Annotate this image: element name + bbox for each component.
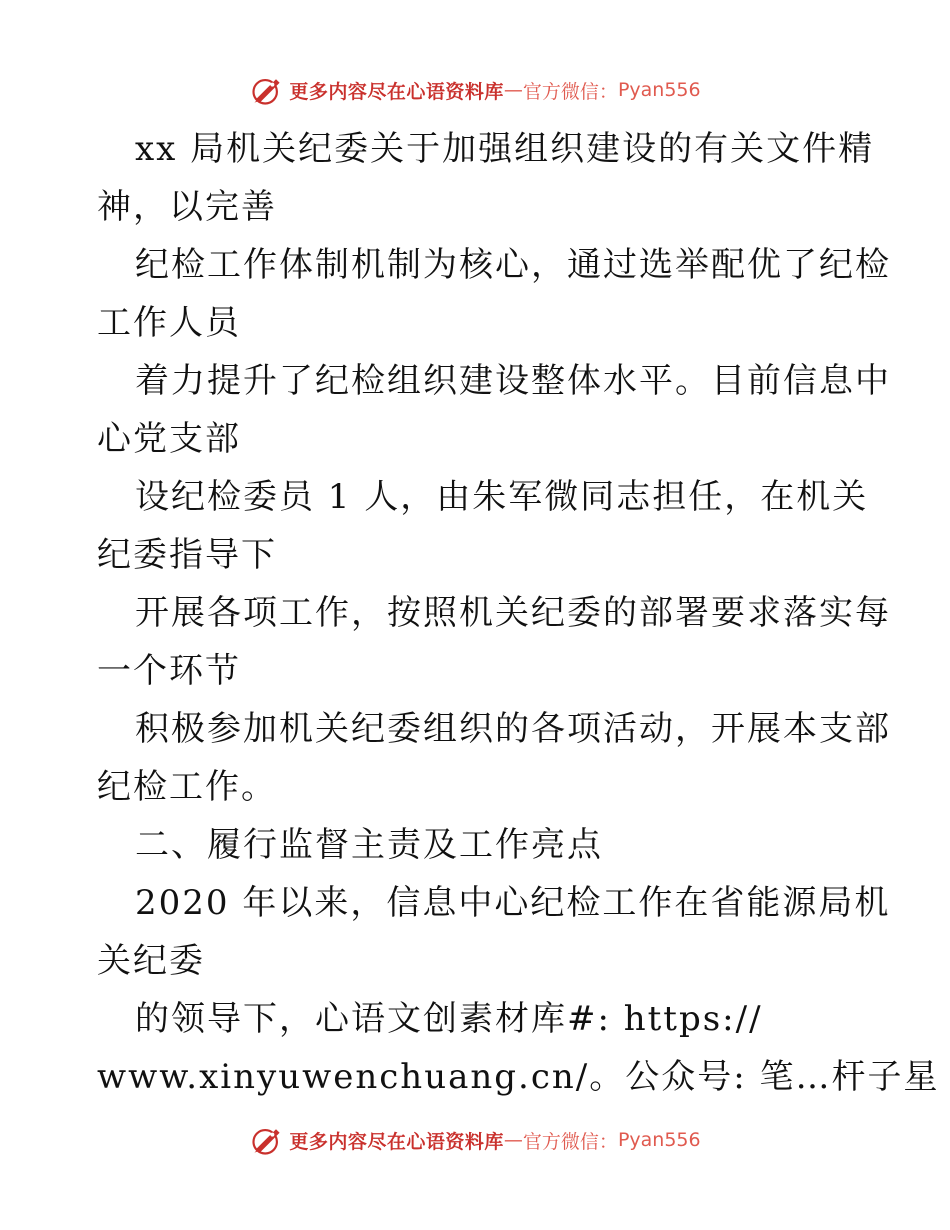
text-line: 的领导下，心语文创素材库#: https:// — [135, 999, 763, 1039]
watermark-wechat-label: 官方微信： — [522, 80, 618, 103]
watermark-header — [0, 68, 950, 112]
text-line: 神，以完善 — [97, 187, 277, 227]
watermark-separator: — — [503, 1129, 523, 1151]
text-line: 设纪检委员 1 人，由朱军微同志担任，在机关 — [135, 477, 869, 517]
document-body — [97, 120, 940, 1106]
text-line: 开展各项工作，按照机关纪委的部署要求落实每 — [135, 593, 891, 633]
text-line: www.xinyuwenchuang.cn/。公众号: 笔…杆子星 — [97, 1057, 940, 1097]
watermark-footer — [0, 1118, 950, 1162]
pen-nib-logo-icon — [249, 72, 285, 108]
watermark-wechat-label: 官方微信： — [522, 1130, 618, 1153]
text-line: xx 局机关纪委关于加强组织建设的有关文件精 — [135, 129, 875, 169]
watermark-wechat-account: Pyan556 — [617, 79, 701, 101]
text-line: 一个环节 — [97, 651, 241, 691]
text-line: 积极参加机关纪委组织的各项活动，开展本支部 — [135, 709, 891, 749]
watermark-brand: 更多内容尽在心语资料库 — [289, 80, 504, 103]
text-line: 工作人员 — [97, 303, 241, 343]
watermark-separator: — — [503, 79, 523, 101]
section-heading: 二、履行监督主责及工作亮点 — [135, 825, 603, 865]
text-line: 纪检工作。 — [97, 767, 277, 807]
text-line: 纪检工作体制机制为核心，通过选举配优了纪检 — [135, 245, 891, 285]
text-line: 关纪委 — [97, 941, 205, 981]
text-line: 2020 年以来，信息中心纪检工作在省能源局机 — [135, 883, 891, 923]
text-line: 心党支部 — [97, 419, 241, 459]
watermark-brand: 更多内容尽在心语资料库 — [289, 1130, 504, 1153]
watermark-wechat-account: Pyan556 — [617, 1129, 701, 1151]
text-line: 纪委指导下 — [97, 535, 277, 575]
pen-nib-logo-icon — [249, 1122, 285, 1158]
text-line: 着力提升了纪检组织建设整体水平。目前信息中 — [135, 361, 891, 401]
